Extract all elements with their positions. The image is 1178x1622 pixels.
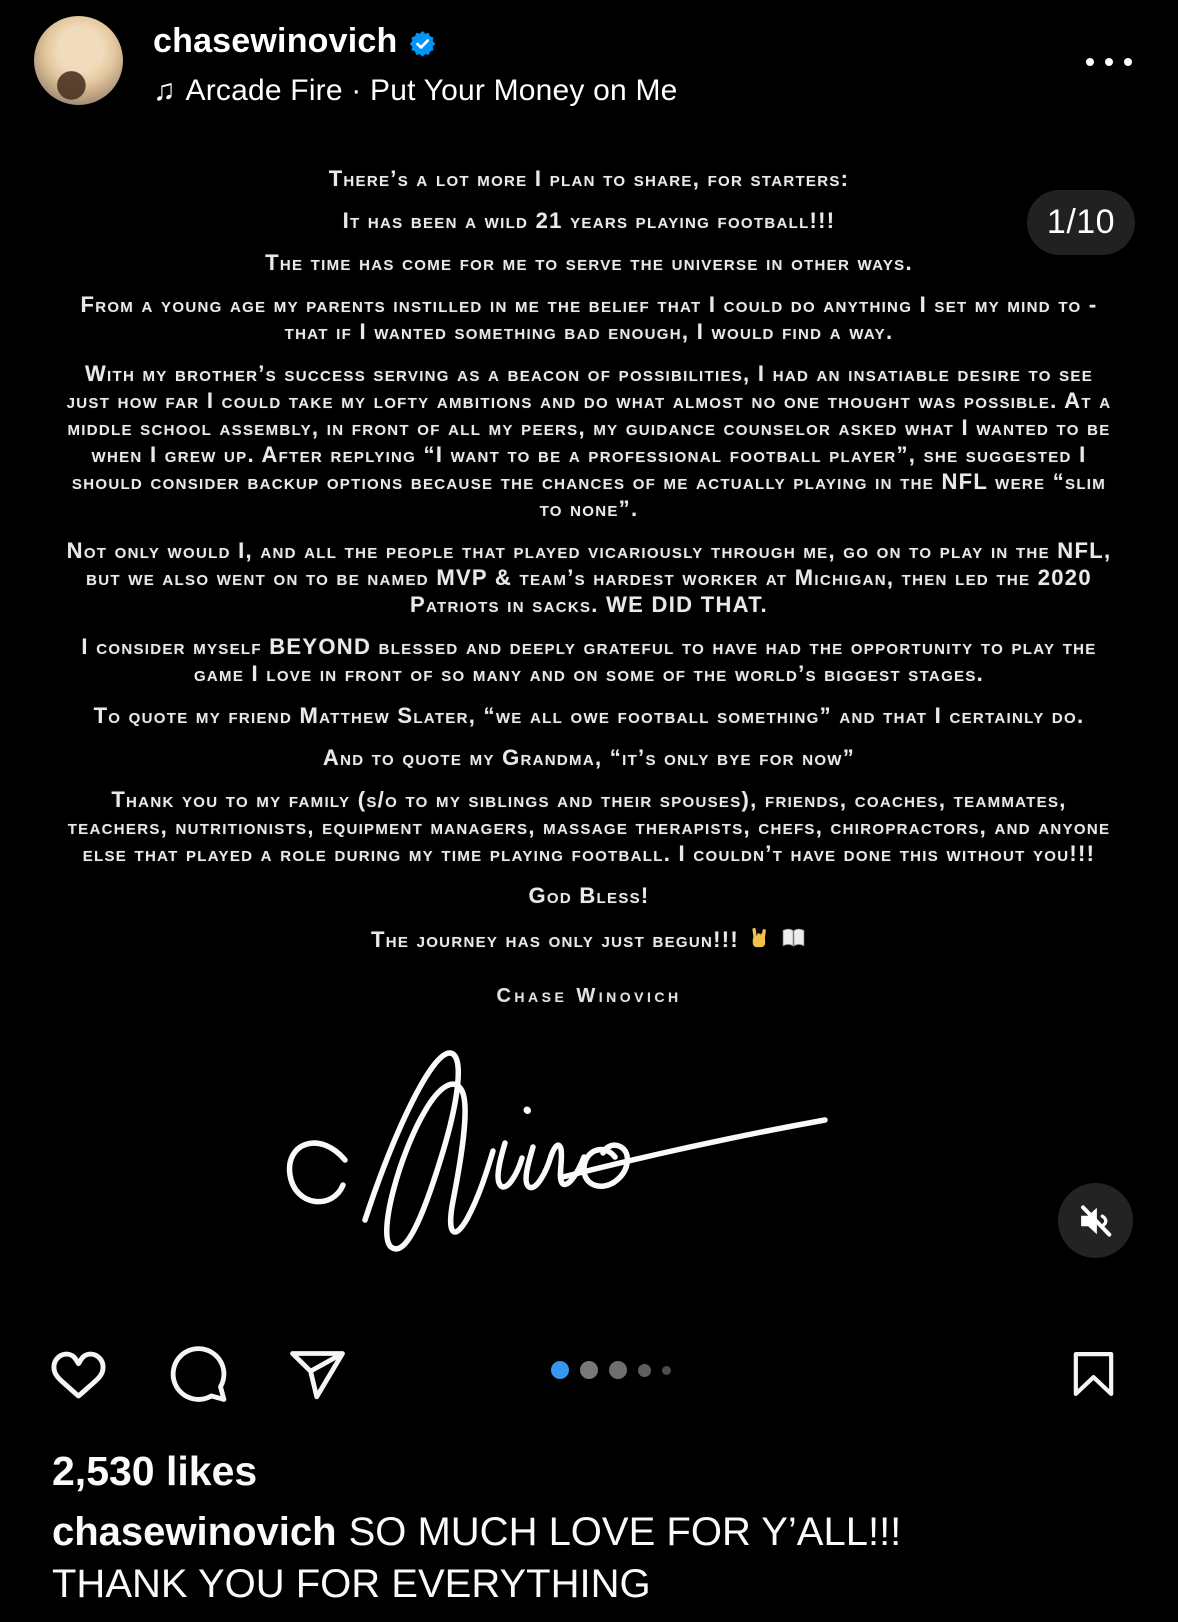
music-title: Arcade Fire · Put Your Money on Me [185,74,678,107]
letter-line: Thank you to my family (s/o to my siblings and their spouses), friends, coaches, teammates, [111,787,1067,812]
letter-line: to none”. [539,496,639,521]
letter-line: God Bless! [528,883,650,908]
caption [52,1506,1142,1610]
caption-text: SO MUCH LOVE FOR Y’ALL!!! [348,1510,902,1554]
signature [265,1025,845,1255]
letter-line: that if I wanted something bad enough, I would find a way. [284,319,894,344]
like-button[interactable] [47,1344,110,1406]
letter-line: I consider myself BEYOND blessed and deeply grateful to have had the opportunity to play the [81,634,1097,659]
letter-line: And to quote my Grandma, “it’s only bye for now” [322,745,856,770]
letter-line: just how far I could take my lofty ambitions and do what almost no one thought was possible. At a [66,388,1112,413]
letter-line: To quote my friend Matthew Slater, “we all owe football something” and that I certainly do. [93,703,1085,728]
caption-username[interactable]: chasewinovich [52,1510,337,1554]
letter-line: It has been a wild 21 years playing football!!! [342,208,836,233]
muted-speaker-icon [1075,1200,1117,1242]
caption-text-line2: THANK YOU FOR EVERYTHING [52,1562,651,1606]
letter-line: but we also went on to be named MVP & team’s hardest worker at Michigan, then led the 2020 [86,565,1092,590]
letter-line: From a young age my parents instilled in me the belief that I could do anything I set my mind to - [80,292,1098,317]
letter-line: when I grew up. After replying “I want to be a professional football player”, she suggested I [91,442,1087,467]
username[interactable]: chasewinovich [153,22,398,60]
post-header [0,0,1178,140]
carousel-dot [638,1364,651,1377]
comment-button[interactable] [168,1343,229,1405]
letter-line: else that played a role during my time playing football. I couldn’t have done this without you!!! [82,841,1096,866]
letter-line: teachers, nutritionists, equipment managers, massage therapists, chefs, chiropractors, and anyone [67,814,1111,839]
letter [0,140,1178,1025]
carousel-page-badge: 1/10 [1027,190,1135,255]
letter-line: The time has come for me to serve the universe in other ways. [265,250,913,275]
letter-line: game I love in front of so many and on some of the world’s biggest stages. [193,661,985,686]
carousel-dot [662,1366,671,1375]
letter-line: middle school assembly, in front of all my peers, my guidance counselor asked what I wanted to be [67,415,1111,440]
mute-button[interactable] [1058,1183,1133,1258]
more-options-button[interactable] [1086,58,1132,66]
avatar[interactable] [34,16,123,105]
carousel-dot [580,1361,598,1379]
open-book-icon [780,924,807,951]
share-button[interactable] [285,1346,350,1406]
letter-line: Patriots in sacks. WE DID THAT. [410,592,768,617]
likes-count[interactable]: 2,530 likes [52,1448,258,1494]
post-image[interactable] [0,140,1178,1280]
letter-line: There’s a lot more I plan to share, for starters: [328,166,850,191]
music-note-icon: ♫ [153,74,176,107]
letter-line: With my brother’s success serving as a beacon of possibilities, I had an insatiable desire to see [84,361,1094,386]
save-button[interactable] [1067,1345,1120,1403]
hand-horns-icon [746,924,773,951]
letter-line: Chase Winovich [496,985,682,1007]
carousel-dot-active [551,1361,569,1379]
letter-line: Not only would I, and all the people that played vicariously through me, go on to play in the NFL, [66,538,1112,563]
carousel-dot [609,1361,627,1379]
letter-line: should consider backup options because the chances of me actually playing in the NFL were “slim [71,469,1107,494]
carousel-dots [551,1361,671,1379]
letter-line: The journey has only just begun!!! [0,924,1178,953]
verified-badge-icon [409,30,436,57]
music-attribution[interactable] [153,74,678,108]
